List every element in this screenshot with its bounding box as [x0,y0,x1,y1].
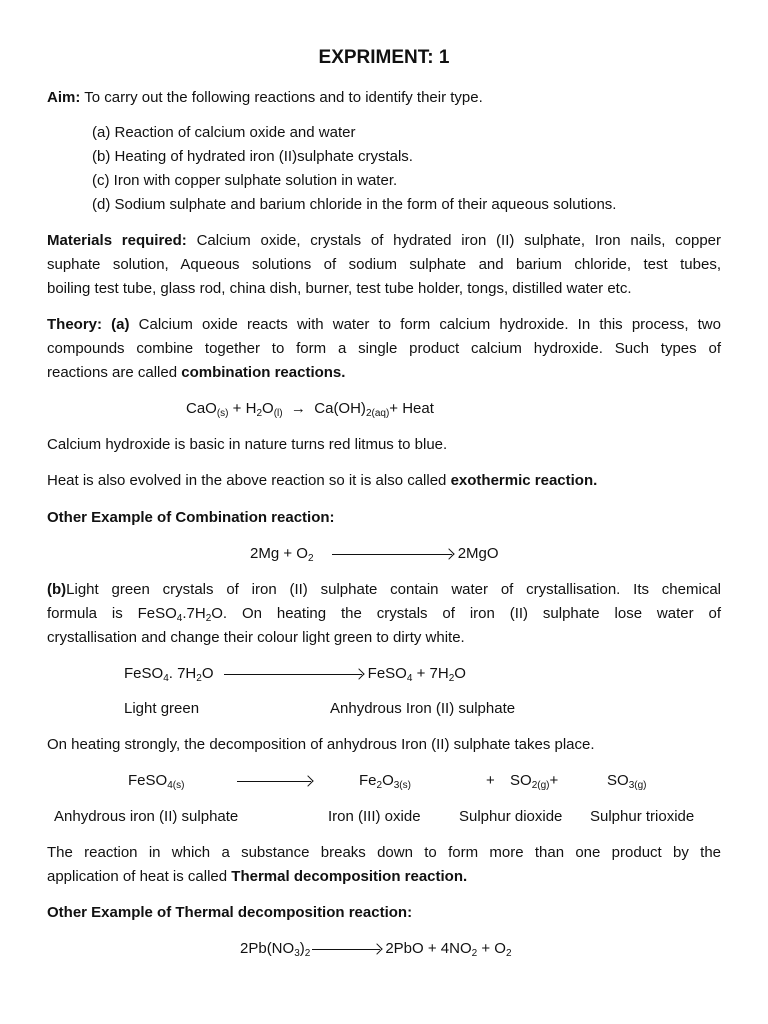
aim-line [47,88,483,108]
aim-label: Aim: [47,89,81,106]
equation-term: $SO_{3(g)}$ [607,772,647,791]
materials-line: boiling test tube, glass rod, china dish, burner, test tube holder, tongs, distilled water etc. [47,280,632,297]
product-label: Sulphur trioxide [590,808,695,825]
theory-line [47,315,721,335]
paragraph-thermal: The reaction in which a substance breaks down to form more than one product by the [47,844,721,861]
product-label: Sulphur dioxide [459,808,563,825]
subheading-thermal: Other Example of Thermal decomposition reaction: [47,904,413,921]
label-anhydrous: Anhydrous Iron (II) sulphate [330,700,516,717]
exothermic-term: exothermic reaction. [450,472,598,489]
arrow-icon [237,781,311,782]
part-b-line: crystallisation and change their colour light green to dirty white. [47,629,465,646]
page-title: EXPRIMENT: 1 [318,47,450,68]
theory-text: reactions are called [47,364,182,381]
theory-line [47,363,345,383]
paragraph-strong-heating: On heating strongly, the decomposition of anhydrous Iron (II) sulphate takes place. [47,736,595,753]
equation-mg: $2Mg + O_2$ 2MgO [250,545,499,564]
paragraph-thermal: application of heat is called Thermal decomposition reaction. [47,868,468,885]
arrow-icon: → [290,400,306,417]
aim-item: (d) Sodium sulphate and barium chloride in the form of their aqueous solutions. [92,196,617,213]
theory-text: Calcium oxide reacts with water to form calcium hydroxide. In this process, two [129,316,721,333]
paragraph-heat: Heat is also evolved in the above reaction so it is also called exothermic reaction. [47,472,598,489]
aim-item: (c) Iron with copper sulphate solution in water. [92,172,398,189]
thermal-decomposition-term: Thermal decomposition reaction. [231,868,468,885]
part-b-line: (b)Light green crystals of iron (II) sulphate contain water of crystallisation. Its chemical [47,581,721,598]
materials-line [47,231,721,251]
equation-cao: $CaO_{(s)} + H_2O_{(l)} \to Ca(OH)_{2(aq)}+$ Heat [186,400,434,419]
equation-feso4-hydrate: FeSO$_4$. $7H_2O$ FeSO$_4$ + $7H_2O$ [124,665,466,684]
part-b-line: formula is $FeSO_4.7H_2O$. On heating the crystals of iron (II) sulphate lose water of [47,605,721,624]
arrow-icon [332,554,452,555]
theory-label: Theory: [47,316,103,333]
theory-part-a: (a) [111,316,130,333]
equation-lead-nitrate: $2Pb(NO_3)_2$ $2PbO + 4NO_2 + O_2$ [240,940,512,959]
aim-item: (a) Reaction of calcium oxide and water [92,124,356,141]
arrow-icon [224,674,362,675]
combination-reactions-term: combination reactions. [181,364,346,381]
label-light-green: Light green [124,700,200,717]
materials-text: Calcium oxide, crystals of hydrated iron (II) sulphate, Iron nails, copper [186,232,721,249]
arrow-icon [312,949,380,950]
part-b-label: (b) [47,581,67,598]
equation-term: $SO_{2(g)}+$ [510,772,559,791]
materials-label: Materials required: [47,232,187,249]
product-label: Anhydrous iron (II) sulphate [54,808,239,825]
equation-term: $Fe_2O_{3(s)}$ [359,772,411,791]
subheading-combination: Other Example of Combination reaction: [47,509,335,526]
equation-plus: + [486,772,495,789]
paragraph-basic: Calcium hydroxide is basic in nature turns red litmus to blue. [47,436,448,453]
theory-line: compounds combine together to form a single product calcium hydroxide. Such types of [47,340,721,357]
equation-term: FeSO$_{4(s)}$ [128,772,185,791]
aim-text: To carry out the following reactions and to identify their type. [80,89,483,106]
materials-line: suphate solution, Aqueous solutions of sodium sulphate and barium chloride, test tubes, [47,256,721,273]
product-label: Iron (III) oxide [328,808,421,825]
aim-item: (b) Heating of hydrated iron (II)sulphate crystals. [92,148,413,165]
